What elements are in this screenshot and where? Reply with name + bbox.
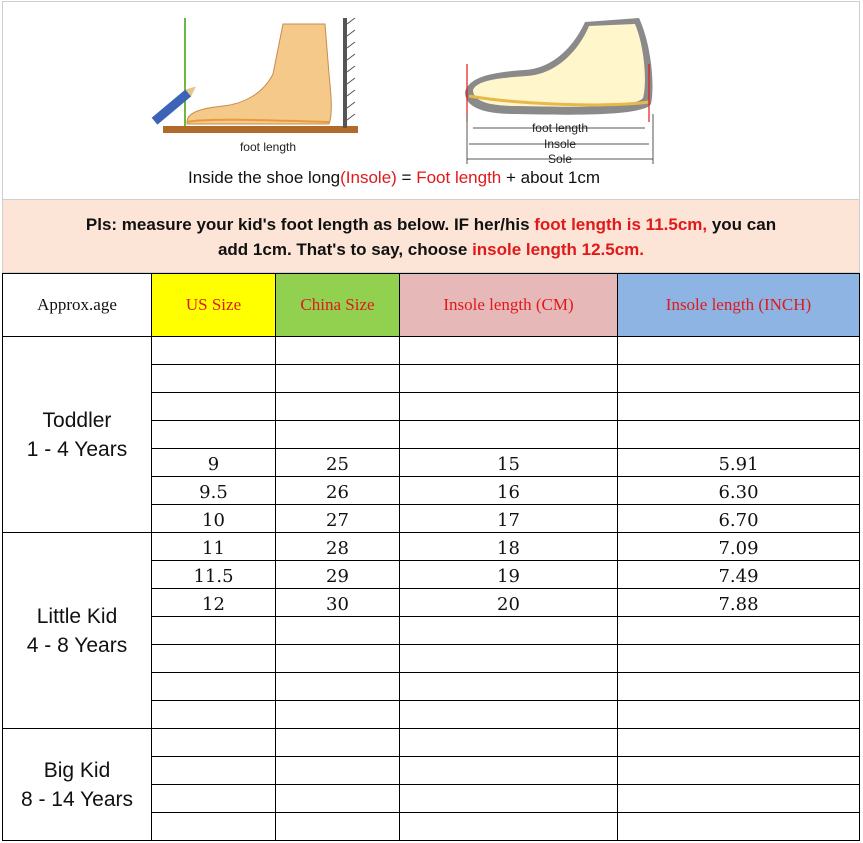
age-group-range: 4 - 8 Years <box>26 633 128 657</box>
insole-inch-cell <box>618 785 860 813</box>
age-group-name: Little Kid <box>36 604 118 628</box>
us-size-cell <box>152 813 276 841</box>
china-size-cell <box>276 617 400 645</box>
us-size-cell: 9.5 <box>152 477 276 505</box>
insole-inch-cell <box>618 729 860 757</box>
foot-measure-illustration <box>143 14 363 164</box>
china-size-cell: 28 <box>276 533 400 561</box>
measurement-illustration <box>2 1 860 199</box>
insole-formula-caption: Inside the shoe long(Insole) = Foot length + about 1cm <box>187 168 601 187</box>
us-size-cell <box>152 393 276 421</box>
insole-inch-cell: 6.30 <box>618 477 860 505</box>
shoe-insole-label: Insole <box>543 137 577 151</box>
china-size-cell <box>276 645 400 673</box>
notice-line-1: Pls: measure your kid's foot length as below. IF her/his foot length is 11.5cm, you can <box>85 215 777 234</box>
china-size-cell: 25 <box>276 449 400 477</box>
china-size-cell <box>276 673 400 701</box>
age-group-range: 1 - 4 Years <box>26 437 128 461</box>
china-size-cell <box>276 701 400 729</box>
notice-line-2: add 1cm. That's to say, choose insole length 12.5cm. <box>217 240 645 259</box>
insole-cm-cell <box>400 701 618 729</box>
insole-cm-cell: 16 <box>400 477 618 505</box>
header-china-size: China Size <box>276 274 400 337</box>
china-size-cell: 30 <box>276 589 400 617</box>
insole-cm-cell <box>400 813 618 841</box>
shoe-sole-label: Sole <box>547 152 573 166</box>
china-size-cell <box>276 729 400 757</box>
china-size-cell <box>276 421 400 449</box>
china-size-cell <box>276 757 400 785</box>
shoe-insole-illustration <box>455 14 665 169</box>
insole-cm-cell: 17 <box>400 505 618 533</box>
insole-cm-cell <box>400 337 618 365</box>
insole-cm-cell: 18 <box>400 533 618 561</box>
us-size-cell <box>152 757 276 785</box>
us-size-cell: 11 <box>152 533 276 561</box>
us-size-cell <box>152 365 276 393</box>
table-row <box>3 337 860 365</box>
china-size-cell: 26 <box>276 477 400 505</box>
insole-cm-cell: 15 <box>400 449 618 477</box>
insole-cm-cell <box>400 729 618 757</box>
us-size-cell <box>152 729 276 757</box>
insole-cm-cell <box>400 785 618 813</box>
insole-inch-cell <box>618 365 860 393</box>
age-group-cell <box>3 533 152 729</box>
insole-inch-cell <box>618 673 860 701</box>
age-group-cell <box>3 729 152 841</box>
header-insole-cm: Insole length (CM) <box>400 274 618 337</box>
size-table <box>2 273 860 841</box>
shoe-foot-length-label: foot length <box>531 121 589 135</box>
age-group-cell <box>3 337 152 533</box>
us-size-cell <box>152 337 276 365</box>
table-header-row <box>3 274 860 337</box>
us-size-cell: 11.5 <box>152 561 276 589</box>
insole-cm-cell <box>400 365 618 393</box>
header-insole-inch: Insole length (INCH) <box>618 274 860 337</box>
table-body <box>3 337 860 841</box>
china-size-cell <box>276 813 400 841</box>
china-size-cell <box>276 337 400 365</box>
us-size-cell <box>152 645 276 673</box>
header-us-size: US Size <box>152 274 276 337</box>
insole-inch-cell: 7.09 <box>618 533 860 561</box>
table-row <box>3 729 860 757</box>
insole-cm-cell: 19 <box>400 561 618 589</box>
insole-cm-cell <box>400 421 618 449</box>
insole-cm-cell <box>400 645 618 673</box>
insole-inch-cell: 5.91 <box>618 449 860 477</box>
measurement-notice <box>2 199 860 273</box>
age-group-range: 8 - 14 Years <box>20 787 134 811</box>
insole-inch-cell <box>618 757 860 785</box>
insole-inch-cell <box>618 421 860 449</box>
insole-cm-cell <box>400 393 618 421</box>
age-group-name: Big Kid <box>43 758 111 782</box>
insole-inch-cell <box>618 701 860 729</box>
insole-cm-cell <box>400 673 618 701</box>
china-size-cell: 27 <box>276 505 400 533</box>
insole-cm-cell <box>400 757 618 785</box>
us-size-cell <box>152 673 276 701</box>
header-approx-age: Approx.age <box>3 274 152 337</box>
insole-inch-cell: 7.49 <box>618 561 860 589</box>
insole-inch-cell <box>618 813 860 841</box>
us-size-cell <box>152 421 276 449</box>
insole-inch-cell <box>618 393 860 421</box>
us-size-cell <box>152 617 276 645</box>
us-size-cell <box>152 701 276 729</box>
insole-inch-cell <box>618 645 860 673</box>
china-size-cell <box>276 365 400 393</box>
us-size-cell: 9 <box>152 449 276 477</box>
table-row <box>3 533 860 561</box>
insole-inch-cell: 7.88 <box>618 589 860 617</box>
us-size-cell <box>152 785 276 813</box>
age-group-name: Toddler <box>42 408 112 432</box>
us-size-cell: 12 <box>152 589 276 617</box>
insole-cm-cell: 20 <box>400 589 618 617</box>
insole-inch-cell <box>618 337 860 365</box>
insole-cm-cell <box>400 617 618 645</box>
china-size-cell: 29 <box>276 561 400 589</box>
insole-inch-cell <box>618 617 860 645</box>
foot-length-label: foot length <box>239 140 297 154</box>
insole-inch-cell: 6.70 <box>618 505 860 533</box>
china-size-cell <box>276 785 400 813</box>
us-size-cell: 10 <box>152 505 276 533</box>
china-size-cell <box>276 393 400 421</box>
